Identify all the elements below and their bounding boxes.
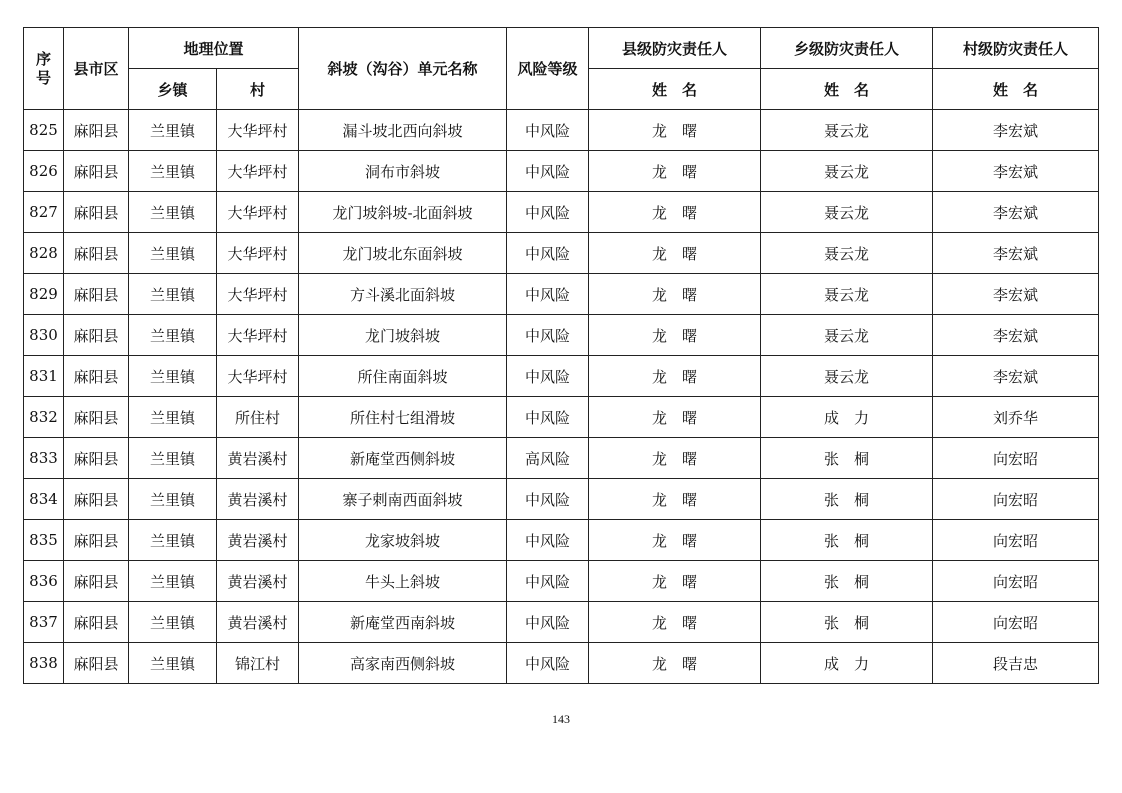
- cell-slope-unit-name: 漏斗坡北西向斜坡: [299, 110, 507, 151]
- cell-township: 兰里镇: [129, 479, 217, 520]
- cell-risk-level: 中风险: [507, 602, 589, 643]
- cell-village: 大华坪村: [217, 356, 299, 397]
- table-row: [24, 438, 1099, 479]
- cell-township: 兰里镇: [129, 274, 217, 315]
- cell-seq: 837: [24, 602, 64, 643]
- table-row: [24, 274, 1099, 315]
- cell-village-responsible: 向宏昭: [933, 479, 1099, 520]
- cell-county-responsible: 龙 曙: [589, 602, 761, 643]
- cell-township: 兰里镇: [129, 438, 217, 479]
- cell-county: 麻阳县: [64, 356, 129, 397]
- cell-township-responsible: 张 桐: [761, 438, 933, 479]
- cell-seq: 833: [24, 438, 64, 479]
- cell-slope-unit-name: 寨子剌南西面斜坡: [299, 479, 507, 520]
- cell-county: 麻阳县: [64, 438, 129, 479]
- cell-township-responsible: 成 力: [761, 397, 933, 438]
- cell-township-responsible: 成 力: [761, 643, 933, 684]
- cell-county-responsible: 龙 曙: [589, 192, 761, 233]
- cell-township: 兰里镇: [129, 602, 217, 643]
- table-row: [24, 233, 1099, 274]
- cell-slope-unit-name: 所住村七组滑坡: [299, 397, 507, 438]
- cell-township: 兰里镇: [129, 151, 217, 192]
- table-row: [24, 602, 1099, 643]
- disaster-responsibility-table: [23, 27, 1099, 684]
- cell-township-responsible: 张 桐: [761, 561, 933, 602]
- cell-slope-unit-name: 龙门坡北东面斜坡: [299, 233, 507, 274]
- cell-township: 兰里镇: [129, 110, 217, 151]
- cell-slope-unit-name: 所住南面斜坡: [299, 356, 507, 397]
- cell-village-responsible: 李宏斌: [933, 315, 1099, 356]
- cell-village: 黄岩溪村: [217, 438, 299, 479]
- cell-county-responsible: 龙 曙: [589, 397, 761, 438]
- cell-seq: 830: [24, 315, 64, 356]
- cell-village: 大华坪村: [217, 192, 299, 233]
- cell-township: 兰里镇: [129, 192, 217, 233]
- cell-township: 兰里镇: [129, 397, 217, 438]
- cell-slope-unit-name: 牛头上斜坡: [299, 561, 507, 602]
- cell-slope-unit-name: 龙家坡斜坡: [299, 520, 507, 561]
- header-township-responsible: 乡级防灾责任人: [761, 28, 933, 69]
- table-row: [24, 479, 1099, 520]
- cell-village-responsible: 李宏斌: [933, 233, 1099, 274]
- cell-village: 锦江村: [217, 643, 299, 684]
- cell-township-responsible: 张 桐: [761, 479, 933, 520]
- cell-county: 麻阳县: [64, 315, 129, 356]
- cell-township: 兰里镇: [129, 520, 217, 561]
- cell-township-responsible: 聂云龙: [761, 233, 933, 274]
- cell-village-responsible: 向宏昭: [933, 561, 1099, 602]
- cell-county: 麻阳县: [64, 643, 129, 684]
- cell-township-responsible: 聂云龙: [761, 356, 933, 397]
- cell-township-responsible: 张 桐: [761, 602, 933, 643]
- cell-village-responsible: 李宏斌: [933, 192, 1099, 233]
- header-slope-unit-name: 斜坡（沟谷）单元名称: [299, 28, 507, 110]
- table-row: [24, 356, 1099, 397]
- cell-county: 麻阳县: [64, 520, 129, 561]
- table-row: [24, 110, 1099, 151]
- cell-county-responsible: 龙 曙: [589, 643, 761, 684]
- cell-risk-level: 高风险: [507, 438, 589, 479]
- cell-village-responsible: 刘乔华: [933, 397, 1099, 438]
- cell-slope-unit-name: 方斗溪北面斜坡: [299, 274, 507, 315]
- cell-county: 麻阳县: [64, 110, 129, 151]
- cell-county: 麻阳县: [64, 479, 129, 520]
- cell-risk-level: 中风险: [507, 315, 589, 356]
- cell-county-responsible: 龙 曙: [589, 438, 761, 479]
- cell-seq: 838: [24, 643, 64, 684]
- cell-risk-level: 中风险: [507, 356, 589, 397]
- cell-village: 黄岩溪村: [217, 602, 299, 643]
- header-village-resp-name: 姓 名: [933, 69, 1099, 110]
- cell-county-responsible: 龙 曙: [589, 233, 761, 274]
- cell-township-responsible: 聂云龙: [761, 192, 933, 233]
- cell-risk-level: 中风险: [507, 520, 589, 561]
- cell-seq: 827: [24, 192, 64, 233]
- cell-village-responsible: 李宏斌: [933, 356, 1099, 397]
- cell-seq: 836: [24, 561, 64, 602]
- table-row: [24, 561, 1099, 602]
- table-row: [24, 397, 1099, 438]
- cell-slope-unit-name: 新庵堂西侧斜坡: [299, 438, 507, 479]
- cell-village: 大华坪村: [217, 151, 299, 192]
- table-row: [24, 151, 1099, 192]
- cell-county-responsible: 龙 曙: [589, 561, 761, 602]
- cell-seq: 831: [24, 356, 64, 397]
- cell-village: 大华坪村: [217, 233, 299, 274]
- cell-risk-level: 中风险: [507, 151, 589, 192]
- cell-slope-unit-name: 高家南西侧斜坡: [299, 643, 507, 684]
- cell-county: 麻阳县: [64, 151, 129, 192]
- disaster-responsibility-table-container: [23, 27, 1098, 684]
- cell-village-responsible: 向宏昭: [933, 520, 1099, 561]
- cell-village: 黄岩溪村: [217, 561, 299, 602]
- cell-slope-unit-name: 新庵堂西南斜坡: [299, 602, 507, 643]
- cell-county-responsible: 龙 曙: [589, 110, 761, 151]
- table-row: [24, 315, 1099, 356]
- cell-township-responsible: 聂云龙: [761, 274, 933, 315]
- cell-seq: 826: [24, 151, 64, 192]
- cell-village-responsible: 李宏斌: [933, 151, 1099, 192]
- cell-risk-level: 中风险: [507, 192, 589, 233]
- cell-seq: 828: [24, 233, 64, 274]
- header-row-1: [24, 28, 1099, 69]
- cell-village: 大华坪村: [217, 110, 299, 151]
- header-seq: [24, 28, 64, 110]
- cell-county-responsible: 龙 曙: [589, 479, 761, 520]
- cell-county-responsible: 龙 曙: [589, 520, 761, 561]
- header-county-responsible: 县级防灾责任人: [589, 28, 761, 69]
- cell-risk-level: 中风险: [507, 397, 589, 438]
- cell-county: 麻阳县: [64, 561, 129, 602]
- cell-county-responsible: 龙 曙: [589, 151, 761, 192]
- cell-county: 麻阳县: [64, 602, 129, 643]
- table-row: [24, 643, 1099, 684]
- cell-village-responsible: 向宏昭: [933, 438, 1099, 479]
- cell-village: 黄岩溪村: [217, 520, 299, 561]
- cell-county-responsible: 龙 曙: [589, 274, 761, 315]
- cell-seq: 835: [24, 520, 64, 561]
- cell-village: 黄岩溪村: [217, 479, 299, 520]
- header-seq-char-2: 号: [35, 68, 51, 87]
- cell-township: 兰里镇: [129, 315, 217, 356]
- cell-village-responsible: 李宏斌: [933, 274, 1099, 315]
- cell-township: 兰里镇: [129, 356, 217, 397]
- cell-seq: 834: [24, 479, 64, 520]
- cell-county: 麻阳县: [64, 233, 129, 274]
- cell-county-responsible: 龙 曙: [589, 356, 761, 397]
- cell-county: 麻阳县: [64, 274, 129, 315]
- cell-risk-level: 中风险: [507, 233, 589, 274]
- cell-township: 兰里镇: [129, 643, 217, 684]
- cell-risk-level: 中风险: [507, 479, 589, 520]
- header-village-responsible: 村级防灾责任人: [933, 28, 1099, 69]
- cell-county: 麻阳县: [64, 397, 129, 438]
- table-header: [24, 28, 1099, 110]
- header-township-resp-name: 姓 名: [761, 69, 933, 110]
- cell-slope-unit-name: 龙门坡斜坡-北面斜坡: [299, 192, 507, 233]
- cell-village: 大华坪村: [217, 315, 299, 356]
- cell-seq: 825: [24, 110, 64, 151]
- cell-slope-unit-name: 龙门坡斜坡: [299, 315, 507, 356]
- cell-township-responsible: 聂云龙: [761, 110, 933, 151]
- cell-county-responsible: 龙 曙: [589, 315, 761, 356]
- cell-village: 大华坪村: [217, 274, 299, 315]
- cell-county: 麻阳县: [64, 192, 129, 233]
- header-seq-char-1: 序: [35, 49, 51, 68]
- cell-township-responsible: 聂云龙: [761, 151, 933, 192]
- header-village: 村: [217, 69, 299, 110]
- cell-village-responsible: 段吉忠: [933, 643, 1099, 684]
- cell-township-responsible: 聂云龙: [761, 315, 933, 356]
- cell-seq: 829: [24, 274, 64, 315]
- cell-slope-unit-name: 洞布市斜坡: [299, 151, 507, 192]
- table-body: [24, 110, 1099, 684]
- cell-risk-level: 中风险: [507, 643, 589, 684]
- page-number: 143: [552, 712, 570, 726]
- cell-township: 兰里镇: [129, 233, 217, 274]
- header-geo-location: 地理位置: [129, 28, 299, 69]
- cell-risk-level: 中风险: [507, 274, 589, 315]
- header-township: 乡镇: [129, 69, 217, 110]
- cell-township: 兰里镇: [129, 561, 217, 602]
- table-row: [24, 520, 1099, 561]
- table-row: [24, 192, 1099, 233]
- cell-seq: 832: [24, 397, 64, 438]
- header-county: 县市区: [64, 28, 129, 110]
- cell-village: 所住村: [217, 397, 299, 438]
- cell-risk-level: 中风险: [507, 110, 589, 151]
- cell-township-responsible: 张 桐: [761, 520, 933, 561]
- cell-village-responsible: 李宏斌: [933, 110, 1099, 151]
- cell-village-responsible: 向宏昭: [933, 602, 1099, 643]
- header-risk-level: 风险等级: [507, 28, 589, 110]
- cell-risk-level: 中风险: [507, 561, 589, 602]
- header-county-resp-name: 姓 名: [589, 69, 761, 110]
